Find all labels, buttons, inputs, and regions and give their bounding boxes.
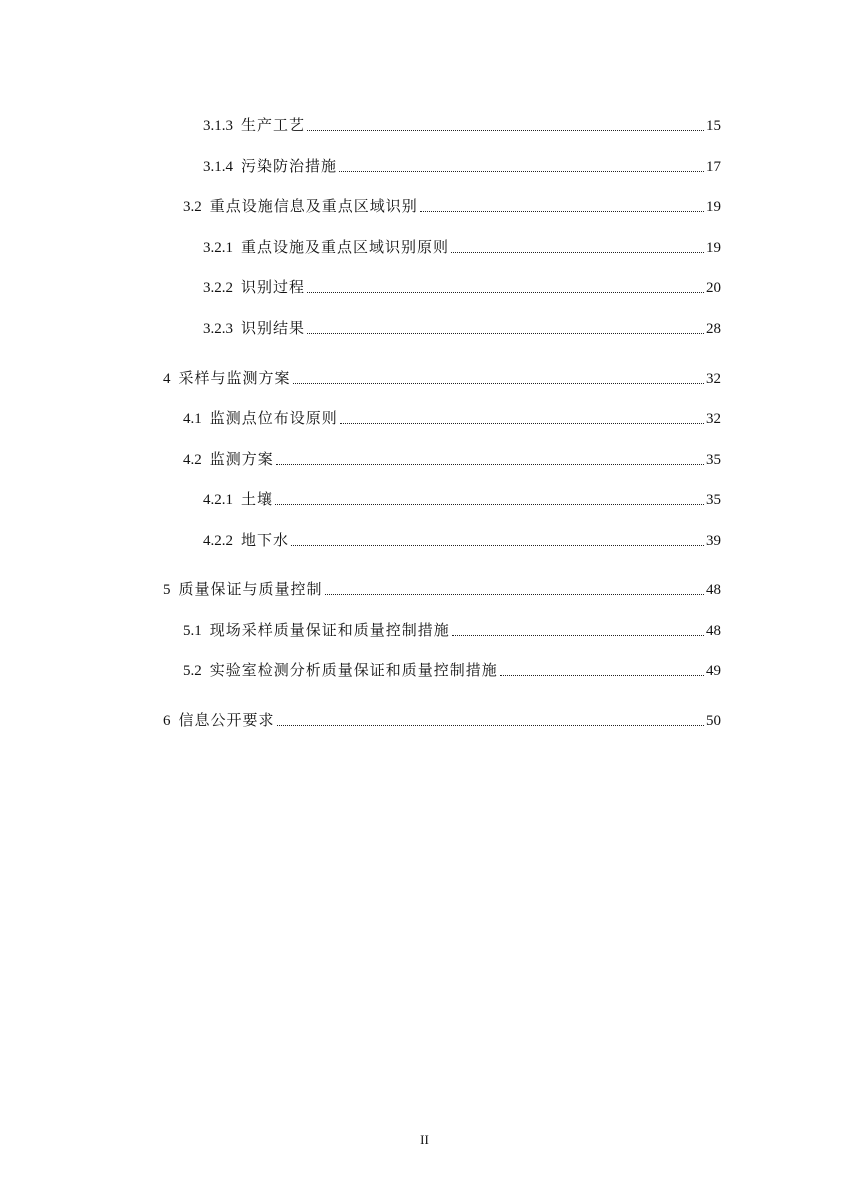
toc-entry-title: 地下水: [241, 533, 290, 549]
toc-entry-page: 35: [706, 492, 721, 508]
toc-entry-page: 32: [706, 411, 721, 427]
toc-entry[interactable]: [183, 405, 721, 429]
toc-entry[interactable]: [203, 527, 721, 551]
toc-entry-number: 4.2.2: [203, 533, 233, 549]
toc-entry-number: 5: [163, 582, 171, 598]
toc-entry-page: 35: [706, 452, 721, 468]
toc-entry-title: 重点设施及重点区域识别原则: [241, 240, 450, 256]
toc-entry-number: 3.2.1: [203, 240, 233, 256]
toc-entry-page: 19: [706, 240, 721, 256]
toc-leader-dots: [307, 129, 704, 131]
toc-entry-number: 3.2.3: [203, 321, 233, 337]
toc-entry[interactable]: [203, 315, 721, 339]
toc-entry-page: 19: [706, 199, 721, 215]
toc-entry[interactable]: [203, 153, 721, 177]
toc-entry[interactable]: [183, 617, 721, 641]
toc-entry-number: 4.2.1: [203, 492, 233, 508]
toc-leader-dots: [276, 463, 704, 465]
toc-entry-title: 识别结果: [241, 321, 306, 337]
toc-leader-dots: [420, 210, 704, 212]
toc-leader-dots: [452, 634, 704, 636]
page-number-footer: II: [420, 1132, 429, 1147]
toc-entry[interactable]: [203, 112, 721, 136]
toc-entry[interactable]: [203, 274, 721, 298]
toc-entry-page: 32: [706, 371, 721, 387]
toc-entry[interactable]: [163, 707, 721, 731]
toc-entry-title: 识别过程: [241, 280, 306, 296]
toc-entry-number: 4.2: [183, 452, 202, 468]
toc-entry-title: 现场采样质量保证和质量控制措施: [209, 623, 450, 639]
toc-entry[interactable]: [183, 446, 721, 470]
toc-entry-number: 3.1.3: [203, 118, 233, 134]
toc-entry-page: 50: [706, 713, 721, 729]
toc-leader-dots: [451, 251, 704, 253]
toc-entry-page: 28: [706, 321, 721, 337]
toc-leader-dots: [339, 170, 704, 172]
toc-entry-page: 39: [706, 533, 721, 549]
toc-entry-page: 49: [706, 663, 721, 679]
toc-entry-number: 3.2.2: [203, 280, 233, 296]
toc-entry-number: 5.2: [183, 663, 202, 679]
toc-entry-title: 信息公开要求: [178, 713, 275, 729]
toc-leader-dots: [291, 544, 704, 546]
toc-leader-dots: [340, 422, 704, 424]
toc-entry-title: 监测点位布设原则: [209, 411, 338, 427]
toc-entry-number: 4.1: [183, 411, 202, 427]
toc-entry-number: 6: [163, 713, 171, 729]
toc-entry-page: 48: [706, 582, 721, 598]
toc-entry-title: 重点设施信息及重点区域识别: [209, 199, 418, 215]
toc-entry-title: 污染防治措施: [241, 159, 338, 175]
toc-entry-page: 48: [706, 623, 721, 639]
toc-entry-page: 20: [706, 280, 721, 296]
toc-entry-title: 质量保证与质量控制: [178, 582, 323, 598]
toc-entry-title: 监测方案: [209, 452, 274, 468]
toc-entry-number: 4: [163, 371, 171, 387]
toc-entry[interactable]: [203, 486, 721, 510]
toc-entry-number: 5.1: [183, 623, 202, 639]
toc-entry-title: 采样与监测方案: [178, 371, 291, 387]
toc-leader-dots: [307, 332, 704, 334]
toc-entry-title: 生产工艺: [241, 118, 306, 134]
toc-leader-dots: [275, 503, 704, 505]
toc-leader-dots: [325, 593, 704, 595]
toc-leader-dots: [293, 382, 704, 384]
toc-entry[interactable]: [163, 365, 721, 389]
toc-entry-title: 土壤: [241, 492, 274, 508]
toc-entry[interactable]: [163, 576, 721, 600]
toc-entry-page: 15: [706, 118, 721, 134]
toc-entry-title: 实验室检测分析质量保证和质量控制措施: [209, 663, 498, 679]
toc-leader-dots: [307, 291, 704, 293]
toc-entry-number: 3.1.4: [203, 159, 233, 175]
toc-entry-number: 3.2: [183, 199, 202, 215]
toc-entry[interactable]: [183, 193, 721, 217]
toc-leader-dots: [500, 674, 704, 676]
toc-entry-page: 17: [706, 159, 721, 175]
toc-entry[interactable]: [203, 234, 721, 258]
toc-leader-dots: [277, 724, 704, 726]
toc-entry[interactable]: [183, 657, 721, 681]
